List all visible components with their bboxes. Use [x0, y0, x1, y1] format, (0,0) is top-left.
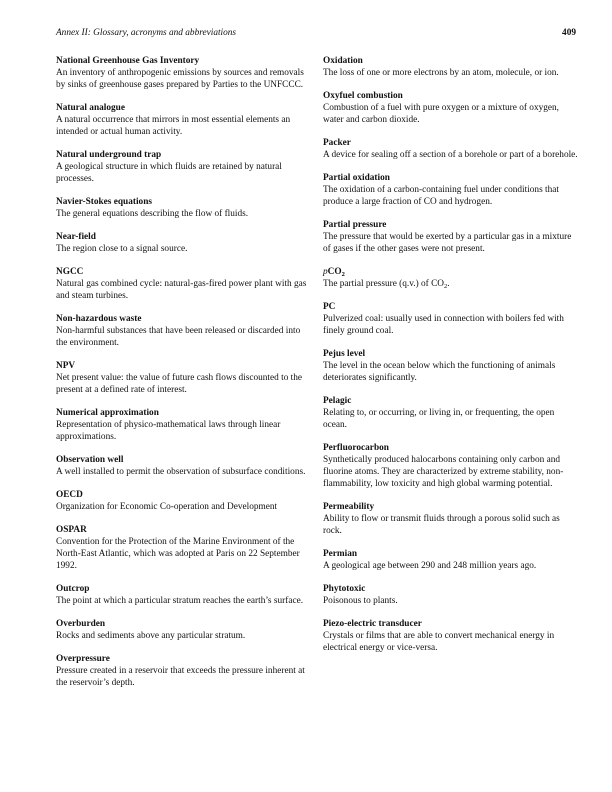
page-number: 409 [562, 28, 576, 38]
glossary-column-right [323, 55, 579, 654]
glossary-entry [323, 266, 579, 290]
glossary-entry [56, 196, 312, 220]
glossary-term: Partial pressure [323, 220, 387, 230]
glossary-entry [56, 489, 312, 513]
glossary-entry [56, 454, 312, 478]
glossary-entry [56, 266, 312, 302]
glossary-definition: Representation of physico-mathematical laws through linear approximations. [56, 420, 281, 442]
glossary-entry [323, 395, 579, 431]
glossary-definition: An inventory of anthropogenic emissions by sources and removals by sinks of greenhouse gases prepared by Parties to the UNFCCC. [56, 68, 304, 90]
page-header [56, 27, 576, 41]
glossary-entry [56, 524, 312, 572]
glossary-definition: The general equations describing the flow of fluids. [56, 209, 249, 219]
glossary-term: National Greenhouse Gas Inventory [56, 56, 200, 66]
running-title: Annex II: Glossary, acronyms and abbreviations [56, 28, 237, 38]
glossary-entry [323, 442, 579, 490]
glossary-entry [56, 313, 312, 349]
glossary-definition: The region close to a signal source. [56, 244, 188, 254]
glossary-term: Permeability [323, 502, 375, 512]
glossary-term: Pelagic [323, 396, 352, 406]
glossary-definition: Relating to, or occurring, or living in, or frequenting, the open ocean. [323, 408, 555, 430]
glossary-entry [323, 583, 579, 607]
glossary-term: Natural underground trap [56, 150, 162, 160]
glossary-definition: Combustion of a fuel with pure oxygen or a mixture of oxygen, water and carbon dioxide. [323, 103, 559, 125]
glossary-term: Phytotoxic [323, 584, 366, 594]
glossary-entry [323, 219, 579, 255]
glossary-entry [323, 548, 579, 572]
glossary-term: Natural analogue [56, 103, 125, 113]
glossary-definition: Rocks and sediments above any particular stratum. [56, 631, 246, 641]
glossary-definition: Crystals or films that are able to convert mechanical energy in electrical energy or vice-versa. [323, 631, 555, 653]
glossary-definition: The point at which a particular stratum reaches the earth’s surface. [56, 596, 304, 606]
glossary-definition: Natural gas combined cycle: natural-gas-fired power plant with gas and steam turbines. [56, 279, 307, 301]
glossary-definition: A geological structure in which fluids are retained by natural processes. [56, 162, 282, 184]
glossary-term: Outcrop [56, 584, 90, 594]
glossary-entry [56, 583, 312, 607]
glossary-definition: Ability to flow or transmit fluids through a porous solid such as rock. [323, 514, 560, 536]
glossary-entry [56, 231, 312, 255]
glossary-entry [323, 301, 579, 337]
glossary-definition: A device for sealing off a section of a borehole or part of a borehole. [323, 150, 578, 160]
glossary-term: Perfluorocarbon [323, 443, 389, 453]
glossary-term: Partial oxidation [323, 173, 390, 183]
glossary-term: Permian [323, 549, 358, 559]
glossary-term: Non-hazardous waste [56, 314, 142, 324]
glossary-term: Navier-Stokes equations [56, 197, 152, 207]
term-main: CO [327, 267, 342, 277]
glossary-definition: The level in the ocean below which the functioning of animals deteriorates significantly. [323, 361, 556, 383]
glossary-definition [323, 278, 579, 290]
glossary-definition: A geological age between 290 and 248 million years ago. [323, 561, 537, 571]
glossary-term: NGCC [56, 267, 84, 277]
glossary-definition: Poisonous to plants. [323, 596, 398, 606]
glossary-term: PC [323, 302, 336, 312]
glossary-term: Overpressure [56, 654, 110, 664]
glossary-entry [323, 137, 579, 161]
glossary-definition: The pressure that would be exerted by a particular gas in a mixture of gases if the other gases were not present. [323, 232, 572, 254]
glossary-definition: Non-harmful substances that have been released or discarded into the environment. [56, 326, 301, 348]
glossary-definition: Pulverized coal: usually used in connection with boilers fed with finely ground coal. [323, 314, 564, 336]
glossary-term: Near-field [56, 232, 96, 242]
glossary-entry [323, 501, 579, 537]
definition-end: . [447, 279, 450, 289]
glossary-entry [323, 55, 579, 79]
glossary-term: Numerical approximation [56, 408, 159, 418]
glossary-entry [56, 149, 312, 185]
glossary-entry [56, 360, 312, 396]
glossary-term: Pejus level [323, 349, 366, 359]
glossary-definition: A well installed to permit the observation of subsurface conditions. [56, 467, 306, 477]
glossary-entry [56, 618, 312, 642]
glossary-definition: A natural occurrence that mirrors in most essential elements an intended or actual human activity. [56, 115, 291, 137]
glossary-definition: Net present value: the value of future cash flows discounted to the present at a defined rate of interest. [56, 373, 303, 395]
glossary-entry [56, 55, 312, 91]
glossary-definition: Synthetically produced halocarbons containing only carbon and fluorine atoms. They are characterized by extreme stability, non-flammability, low toxicity and high global warming potential. [323, 455, 564, 489]
glossary-definition: The loss of one or more electrons by an atom, molecule, or ion. [323, 68, 559, 78]
glossary-definition: Organization for Economic Co-operation and Development [56, 502, 278, 512]
glossary-term [323, 266, 579, 278]
glossary-term: Oxidation [323, 56, 363, 66]
term-subscript: 2 [341, 271, 345, 278]
glossary-term: OECD [56, 490, 83, 500]
glossary-term: Observation well [56, 455, 124, 465]
glossary-entry [323, 172, 579, 208]
glossary-entry [56, 653, 312, 689]
glossary-term: Oxyfuel combustion [323, 91, 403, 101]
glossary-entry [56, 102, 312, 138]
glossary-entry [56, 407, 312, 443]
glossary-definition: Convention for the Protection of the Marine Environment of the North-East Atlantic, which was adopted at Paris on 22 September 1992. [56, 537, 300, 571]
glossary-definition: Pressure created in a reservoir that exceeds the pressure inherent at the reservoir’s depth. [56, 666, 305, 688]
glossary-definition: The oxidation of a carbon-containing fuel under conditions that produce a large fraction of CO and hydrogen. [323, 185, 559, 207]
glossary-entry [323, 90, 579, 126]
term-prefix: p [323, 267, 328, 277]
glossary-term: NPV [56, 361, 76, 371]
glossary-term: Overburden [56, 619, 106, 629]
glossary-term: OSPAR [56, 525, 87, 535]
glossary-term: Piezo-electric transducer [323, 619, 422, 629]
glossary-entry [323, 618, 579, 654]
glossary-term: Packer [323, 138, 351, 148]
definition-main: The partial pressure (q.v.) of CO [323, 279, 444, 289]
definition-subscript: 2 [444, 283, 448, 290]
glossary-entry [323, 348, 579, 384]
glossary-column-left [56, 55, 312, 689]
